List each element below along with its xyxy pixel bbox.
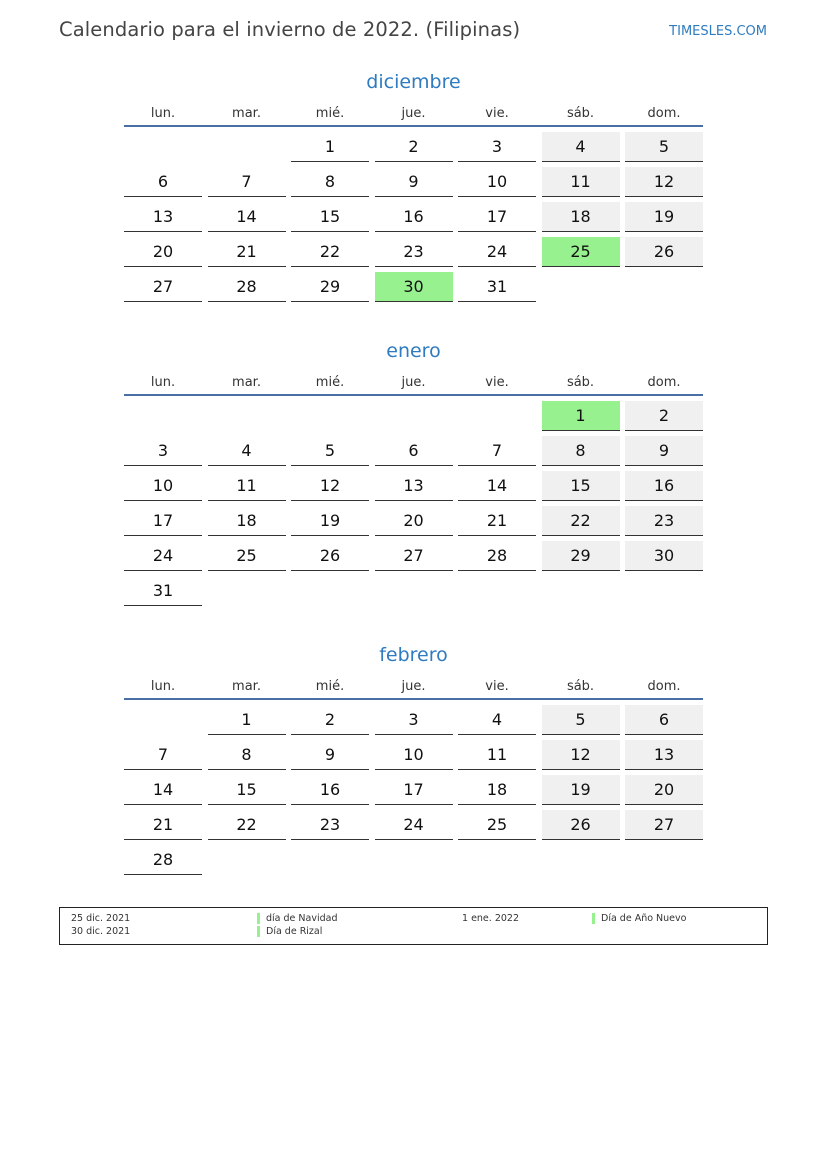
day-cell: 3 (375, 705, 453, 735)
day-cell: 16 (625, 471, 703, 501)
day-cell: 20 (124, 237, 202, 267)
weekday-label: mié. (315, 106, 345, 121)
day-cell: 13 (375, 471, 453, 501)
day-cell: 9 (291, 740, 369, 770)
weekday-label: vie. (485, 106, 509, 121)
day-cell: 24 (124, 541, 202, 571)
day-cell: 11 (208, 471, 286, 501)
day-cell: 24 (375, 810, 453, 840)
day-cell: 14 (124, 775, 202, 805)
day-cell: 31 (458, 272, 536, 302)
day-cell: 15 (208, 775, 286, 805)
weekday-label: vie. (485, 375, 509, 390)
day-cell: 4 (458, 705, 536, 735)
weekday-label: mié. (315, 679, 345, 694)
day-cell: 8 (542, 436, 620, 466)
day-cell: 19 (291, 506, 369, 536)
day-cell: 18 (208, 506, 286, 536)
day-cell: 12 (625, 167, 703, 197)
weekday-label: lun. (150, 679, 176, 694)
weekday-label: jue. (401, 375, 426, 390)
weekday-header (124, 372, 703, 396)
empty-day-cell (208, 132, 286, 161)
empty-day-cell (124, 401, 202, 430)
day-cell: 14 (458, 471, 536, 501)
day-cell: 24 (458, 237, 536, 267)
day-cell: 10 (124, 471, 202, 501)
day-cell: 1 (291, 132, 369, 162)
day-cell: 27 (124, 272, 202, 302)
day-cell: 18 (542, 202, 620, 232)
day-cell: 19 (625, 202, 703, 232)
day-cell: 8 (291, 167, 369, 197)
holiday-day-cell: 1 (542, 401, 620, 431)
month-name: diciembre (366, 71, 461, 93)
holiday-day-cell: 25 (542, 237, 620, 267)
day-cell: 23 (291, 810, 369, 840)
day-cell: 21 (124, 810, 202, 840)
weekday-label: lun. (150, 106, 176, 121)
day-cell: 11 (458, 740, 536, 770)
day-cell: 2 (375, 132, 453, 162)
day-cell: 22 (542, 506, 620, 536)
day-cell: 22 (208, 810, 286, 840)
legend-date: 25 dic. 2021 (71, 913, 131, 924)
legend-row (60, 913, 767, 926)
legend-holiday-name: Día de Rizal (257, 926, 322, 937)
day-cell: 19 (542, 775, 620, 805)
day-cell: 2 (625, 401, 703, 431)
day-cell: 23 (375, 237, 453, 267)
day-cell: 26 (542, 810, 620, 840)
day-cell: 30 (625, 541, 703, 571)
weekday-label: mar. (232, 106, 261, 121)
empty-day-cell (291, 401, 369, 430)
weekday-label: mar. (232, 679, 261, 694)
day-cell: 14 (208, 202, 286, 232)
day-cell: 12 (542, 740, 620, 770)
day-cell: 22 (291, 237, 369, 267)
weekday-label: lun. (150, 375, 176, 390)
weekday-label: vie. (485, 679, 509, 694)
holiday-day-cell: 30 (375, 272, 453, 302)
empty-day-cell (458, 401, 536, 430)
day-cell: 25 (458, 810, 536, 840)
day-cell: 25 (208, 541, 286, 571)
day-cell: 2 (291, 705, 369, 735)
month-block (124, 338, 703, 606)
month-block (124, 69, 703, 302)
weekday-label: sáb. (566, 679, 595, 694)
legend-row (60, 926, 767, 939)
legend-holiday-name: día de Navidad (257, 913, 337, 924)
day-cell: 17 (124, 506, 202, 536)
day-cell: 10 (375, 740, 453, 770)
days-grid (124, 705, 703, 875)
day-cell: 20 (625, 775, 703, 805)
day-cell: 21 (458, 506, 536, 536)
day-cell: 11 (542, 167, 620, 197)
day-cell: 28 (458, 541, 536, 571)
day-cell: 5 (291, 436, 369, 466)
day-cell: 27 (375, 541, 453, 571)
weekday-label: dom. (647, 679, 681, 694)
day-cell: 20 (375, 506, 453, 536)
weekday-label: sáb. (566, 106, 595, 121)
day-cell: 13 (625, 740, 703, 770)
day-cell: 17 (375, 775, 453, 805)
day-cell: 31 (124, 576, 202, 606)
page-title: Calendario para el invierno de 2022. (Filipinas) (59, 18, 521, 41)
day-cell: 27 (625, 810, 703, 840)
month-block (124, 642, 703, 875)
weekday-label: mar. (232, 375, 261, 390)
day-cell: 12 (291, 471, 369, 501)
legend-holiday-name: Día de Año Nuevo (592, 913, 686, 924)
day-cell: 26 (291, 541, 369, 571)
day-cell: 23 (625, 506, 703, 536)
day-cell: 16 (375, 202, 453, 232)
empty-day-cell (208, 401, 286, 430)
weekday-label: sáb. (566, 375, 595, 390)
day-cell: 6 (124, 167, 202, 197)
legend-date: 1 ene. 2022 (462, 913, 519, 924)
days-grid (124, 401, 703, 606)
day-cell: 7 (458, 436, 536, 466)
day-cell: 21 (208, 237, 286, 267)
weekday-label: jue. (401, 679, 426, 694)
weekday-header (124, 676, 703, 700)
day-cell: 6 (375, 436, 453, 466)
day-cell: 17 (458, 202, 536, 232)
month-name: febrero (379, 644, 448, 666)
weekday-label: jue. (401, 106, 426, 121)
day-cell: 3 (458, 132, 536, 162)
day-cell: 5 (625, 132, 703, 162)
day-cell: 15 (542, 471, 620, 501)
day-cell: 15 (291, 202, 369, 232)
day-cell: 29 (542, 541, 620, 571)
weekday-label: dom. (647, 106, 681, 121)
weekday-label: mié. (315, 375, 345, 390)
day-cell: 18 (458, 775, 536, 805)
day-cell: 4 (542, 132, 620, 162)
day-cell: 9 (375, 167, 453, 197)
empty-day-cell (124, 705, 202, 734)
day-cell: 7 (208, 167, 286, 197)
day-cell: 9 (625, 436, 703, 466)
day-cell: 13 (124, 202, 202, 232)
month-name: enero (386, 340, 441, 362)
weekday-label: dom. (647, 375, 681, 390)
day-cell: 28 (208, 272, 286, 302)
legend-date: 30 dic. 2021 (71, 926, 131, 937)
holiday-legend (59, 907, 768, 945)
days-grid (124, 132, 703, 302)
day-cell: 6 (625, 705, 703, 735)
empty-day-cell (124, 132, 202, 161)
day-cell: 7 (124, 740, 202, 770)
day-cell: 16 (291, 775, 369, 805)
day-cell: 26 (625, 237, 703, 267)
day-cell: 28 (124, 845, 202, 875)
day-cell: 4 (208, 436, 286, 466)
empty-day-cell (375, 401, 453, 430)
site-link[interactable]: TIMESLES.COM (669, 24, 767, 39)
day-cell: 8 (208, 740, 286, 770)
day-cell: 1 (208, 705, 286, 735)
day-cell: 5 (542, 705, 620, 735)
day-cell: 29 (291, 272, 369, 302)
weekday-header (124, 103, 703, 127)
day-cell: 3 (124, 436, 202, 466)
day-cell: 10 (458, 167, 536, 197)
